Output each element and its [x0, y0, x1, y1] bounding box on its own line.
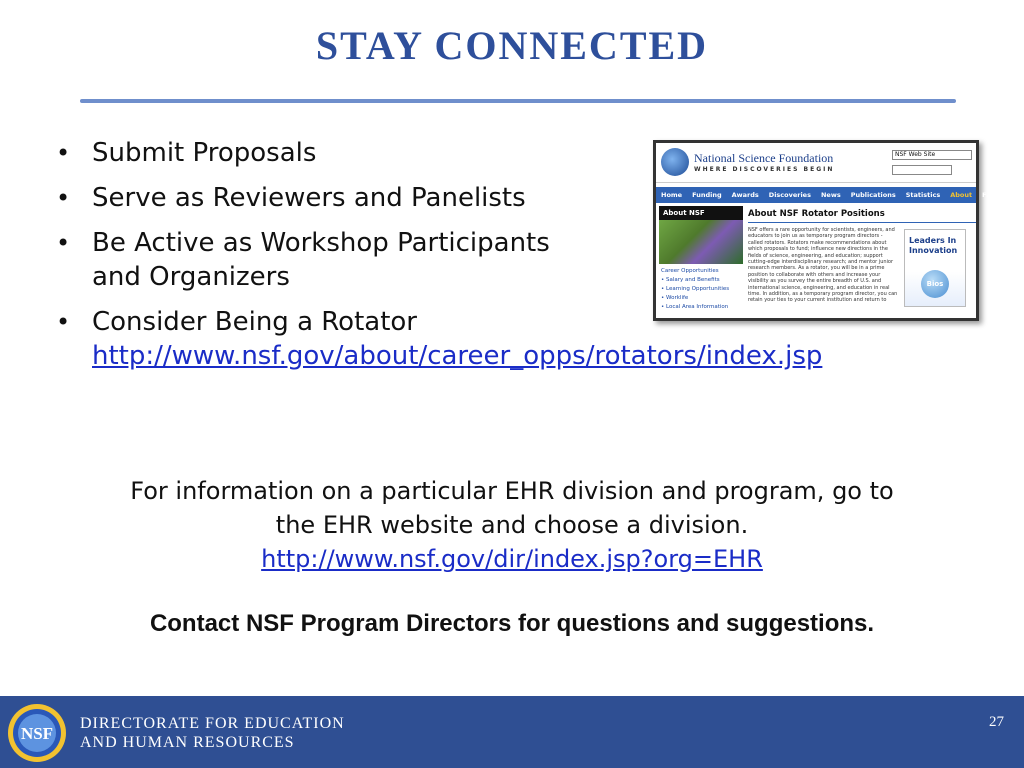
screenshot-side-links	[659, 264, 743, 315]
bullet-text: Submit Proposals	[92, 138, 317, 168]
nsf-globe-icon	[661, 148, 689, 176]
screenshot-nav-item: Home	[661, 191, 683, 199]
screenshot-nav-bar	[656, 187, 1016, 203]
slide-title: STAY CONNECTED	[315, 23, 709, 68]
screenshot-sidebar	[659, 206, 743, 326]
screenshot-nav-item: Discoveries	[768, 191, 811, 199]
ehr-link[interactable]: http://www.nsf.gov/dir/index.jsp?org=EHR	[261, 545, 763, 573]
promo-line2: Innovation	[909, 246, 958, 255]
title-divider	[80, 99, 956, 103]
bullet-text: Be Active as Workshop Participants	[92, 228, 550, 258]
screenshot-nav-item: Statistics	[905, 191, 941, 199]
screenshot-nav-item-active: About	[950, 191, 973, 199]
info-line2: the EHR website and choose a division.	[275, 511, 749, 539]
nsf-website-screenshot	[653, 140, 1016, 321]
promo-line1: Leaders In	[909, 236, 957, 245]
screenshot-side-link: • Worklife	[661, 295, 689, 301]
footer-line1: DIRECTORATE FOR EDUCATION	[80, 715, 345, 732]
bullet-dot: •	[56, 184, 71, 212]
screenshot-org-name: National Science Foundation	[694, 151, 834, 165]
ehr-info	[60, 474, 964, 576]
screenshot-header	[656, 143, 976, 183]
footer-line2: AND HUMAN RESOURCES	[80, 734, 295, 751]
bullet-dot: •	[56, 229, 71, 257]
screenshot-nav-item: Funding	[692, 191, 722, 199]
screenshot-promo-box	[904, 229, 966, 307]
bullet-text: Serve as Reviewers and Panelists	[92, 183, 526, 213]
contact-note: Contact NSF Program Directors for questions and suggestions.	[149, 610, 875, 637]
screenshot-search-box	[892, 165, 952, 175]
screenshot-main	[748, 209, 976, 304]
screenshot-nav-item: News	[820, 191, 841, 199]
info-line1: For information on a particular EHR division and program, go to	[130, 477, 894, 505]
screenshot-main-title: About NSF Rotator Positions	[748, 209, 976, 223]
screenshot-side-link: • Learning Opportunities	[661, 286, 730, 292]
screenshot-nav-item: Publications	[850, 191, 896, 199]
footer-bar	[0, 696, 1024, 768]
screenshot-nav-item: Awards	[731, 191, 759, 199]
screenshot-promo-text	[909, 236, 957, 256]
bullet-dot: •	[56, 139, 71, 167]
bullet-text: Consider Being a Rotator	[92, 307, 417, 337]
rotator-link[interactable]: http://www.nsf.gov/about/career_opps/rotators/index.jsp	[92, 341, 823, 371]
screenshot-side-link: • Salary and Benefits	[661, 277, 720, 283]
screenshot-side-link: Career Opportunities	[661, 268, 719, 274]
screenshot-tagline: WHERE DISCOVERIES BEGIN	[694, 166, 835, 173]
bios-badge-icon: Bios	[921, 270, 949, 298]
screenshot-side-link: • Local Area Information	[661, 304, 729, 310]
nsf-logo-text: NSF	[20, 724, 54, 743]
screenshot-side-image	[659, 220, 743, 264]
bullet-text-continued: and Organizers	[92, 262, 290, 292]
page-number: 27	[989, 714, 1004, 730]
footer-directorate	[80, 714, 345, 752]
screenshot-main-text: NSF offers a rare opportunity for scientists, engineers, and educators to join us as temporary program directors - called rotators. Rotators make recommendations about which proposals to fund; influence new directions in the fields of science, engineering, and education; support cutting-edge interdisciplinary research; and mentor junior research members. As a rotator, you will be in a prime position to collaborate with others and increase your visibility as you survey the entire breadth of U.S. and international science, engineering, and education in real time. In addition, as a temporary program director, you can retain your ties to your current institution and return to	[748, 227, 898, 304]
screenshot-nav-item: FastLane	[982, 191, 1016, 199]
nsf-logo-icon	[6, 702, 68, 764]
screenshot-site-select: NSF Web Site	[892, 150, 972, 160]
screenshot-side-heading: About NSF	[659, 206, 743, 220]
bullet-dot: •	[56, 308, 71, 336]
